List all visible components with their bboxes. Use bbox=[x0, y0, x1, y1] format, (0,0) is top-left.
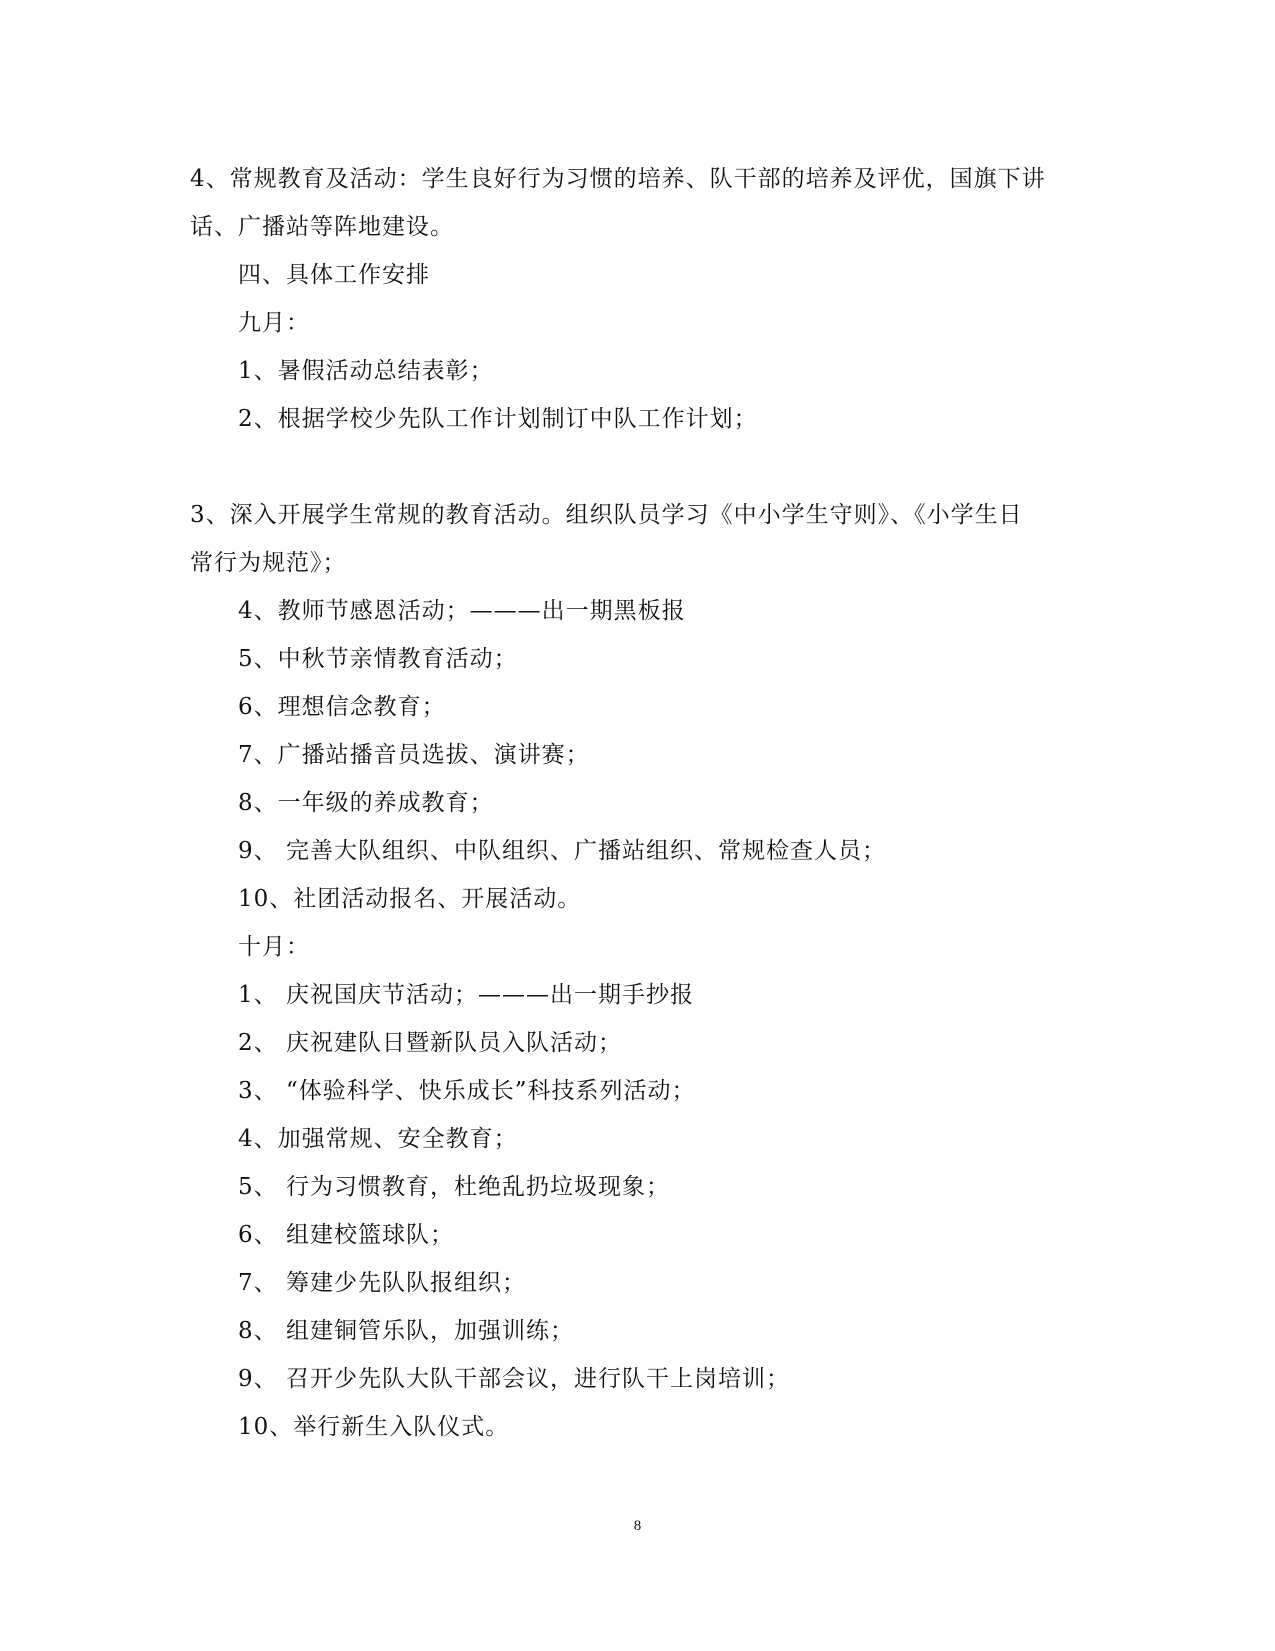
list-item: 6、 组建校篮球队； bbox=[238, 1222, 454, 1248]
paragraph-line: 常行为规范》； bbox=[190, 550, 347, 576]
list-item: 4、加强常规、安全教育； bbox=[238, 1126, 518, 1152]
list-item: 3、 “体验科学、快乐成长”科技系列活动； bbox=[238, 1078, 696, 1104]
list-item: 2、根据学校少先队工作计划制订中队工作计划； bbox=[238, 406, 758, 432]
list-item: 7、 筹建少先队队报组织； bbox=[238, 1270, 526, 1296]
spacer bbox=[190, 443, 1070, 491]
list-item: 6、理想信念教育； bbox=[238, 694, 446, 720]
list-item: 1、 庆祝国庆节活动；———出一期手抄报 bbox=[238, 982, 694, 1008]
list-item: 4、教师节感恩活动；———出一期黑板报 bbox=[238, 598, 686, 624]
list-item: 10、社团活动报名、开展活动。 bbox=[238, 886, 582, 912]
list-item: 1、暑假活动总结表彰； bbox=[238, 358, 494, 384]
list-item: 8、一年级的养成教育； bbox=[238, 790, 494, 816]
list-item: 5、 行为习惯教育，杜绝乱扔垃圾现象； bbox=[238, 1174, 670, 1200]
month-heading-october: 十月： bbox=[238, 934, 310, 960]
list-item: 9、 召开少先队大队干部会议，进行队干上岗培训； bbox=[238, 1366, 790, 1392]
section-heading: 四、具体工作安排 bbox=[238, 262, 430, 288]
paragraph-line: 4、常规教育及活动：学生良好行为习惯的培养、队干部的培养及评优，国旗下讲 bbox=[190, 166, 1046, 192]
month-heading-september: 九月： bbox=[238, 310, 310, 336]
list-item: 7、广播站播音员选拔、演讲赛； bbox=[238, 742, 590, 768]
list-item: 9、 完善大队组织、中队组织、广播站组织、常规检查人员； bbox=[238, 838, 886, 864]
list-item: 2、 庆祝建队日暨新队员入队活动； bbox=[238, 1030, 622, 1056]
document-body bbox=[190, 155, 1070, 1451]
list-item: 5、中秋节亲情教育活动； bbox=[238, 646, 518, 672]
list-item: 10、举行新生入队仪式。 bbox=[238, 1414, 510, 1440]
paragraph-line: 3、深入开展学生常规的教育活动。组织队员学习《中小学生守则》、《小学生日 bbox=[190, 502, 1023, 528]
list-item: 8、 组建铜管乐队，加强训练； bbox=[238, 1318, 574, 1344]
page-number: 8 bbox=[633, 1518, 642, 1534]
paragraph-line: 话、广播站等阵地建设。 bbox=[190, 214, 454, 240]
